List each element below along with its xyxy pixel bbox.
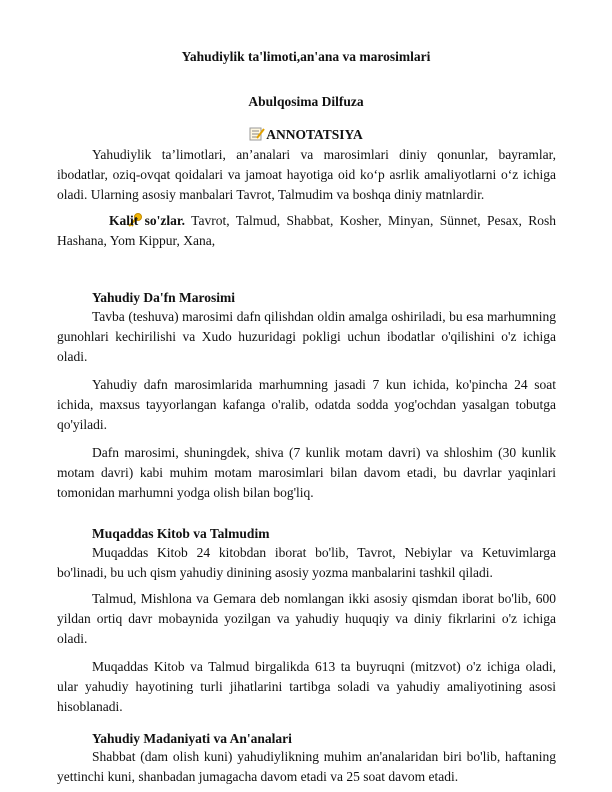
paragraph: Talmud, Mishlona va Gemara deb nomlangan ikki asosiy qismdan iborat bo'lib, 600 yildan ortiq davr mobaynida yozilgan va yahudiy huquqiy va diniy fikrlarini o'z ichiga oladi. (57, 591, 556, 646)
keywords-paragraph (57, 211, 556, 251)
annotation-heading-text: ANNOTATSIYA (266, 127, 363, 142)
paragraph: Shabbat (dam olish kuni) yahudiylikning muhim an'analaridan biri bo'lib, haftaning yettinchi kuni, shanbadan jumagacha davom etadi va 25 soat davom etadi. (57, 749, 556, 784)
document-title: Yahudiylik ta'limoti,an'ana va marosimlari (181, 49, 431, 64)
key-icon (92, 213, 108, 227)
annotation-heading (0, 127, 612, 143)
paragraph: Dafn marosimi, shuningdek, shiva (7 kunlik motam davri) va shloshim (30 kunlik motam davri) kabi muhim motam marosimlari bilan davom etadi, bu davrlar yaqinlari tomonidan marhumni yodga olish bilan bog'liq. (57, 445, 556, 500)
paragraph: Yahudiy dafn marosimlarida marhumning jasadi 7 kun ichida, ko'pincha 24 soat ichida, maxsus tayyorlangan kafanga o'ralib, odatda sodda yog'ochdan yasalgan tobutga qo'yiladi. (57, 377, 556, 432)
keywords-label: Kalit so'zlar. (109, 213, 186, 228)
paragraph: Tavba (teshuva) marosimi dafn qilishdan oldin amalga oshiriladi, bu esa marhumning gunohlari kechirilishi va Xudo huzuridagi pokligi uchun ibodatlar o'qilishini o'z ichiga oladi. (57, 309, 556, 364)
annotation-text: Yahudiylik ta’limotlari, an’analari va marosimlari diniy qonunlar, bayramlar, ibodatlar, oziq-ovqat qoidalari va jamoat hayotiga oid ko‘p asrlik amaliyotlarni o‘z ichiga oladi. Ularning asosiy manbalari Tavrot, Talmudim va boshqa diniy matnlardir. (57, 147, 556, 202)
keywords-text: Tavrot, Talmud, Shabbat, Kosher, Minyan, Sünnet, Pesax, Rosh Hashana, Yom Kippur, Xana, (57, 213, 557, 248)
memo-icon (249, 127, 265, 141)
paragraph: Muqaddas Kitob 24 kitobdan iborat bo'lib, Tavrot, Nebiylar va Ketuvimlarga bo'linadi, bu uch qism yahudiy dinining asosiy yozma manbalarini tashkil qiladi. (57, 545, 556, 580)
author-name: Abulqosima Dilfuza (248, 94, 364, 109)
section-heading: Yahudiy Da'fn Marosimi (92, 290, 236, 305)
section-heading: Muqaddas Kitob va Talmudim (92, 526, 270, 541)
paragraph: Muqaddas Kitob va Talmud birgalikda 613 ta buyruqni (mitzvot) o'z ichiga oladi, ular yahudiy hayotining turli jihatlarini tartibga soladi va yahudiy amaliyotining asosi hisoblanadi. (57, 659, 556, 714)
section-heading: Yahudiy Madaniyati va An'analari (92, 731, 292, 746)
